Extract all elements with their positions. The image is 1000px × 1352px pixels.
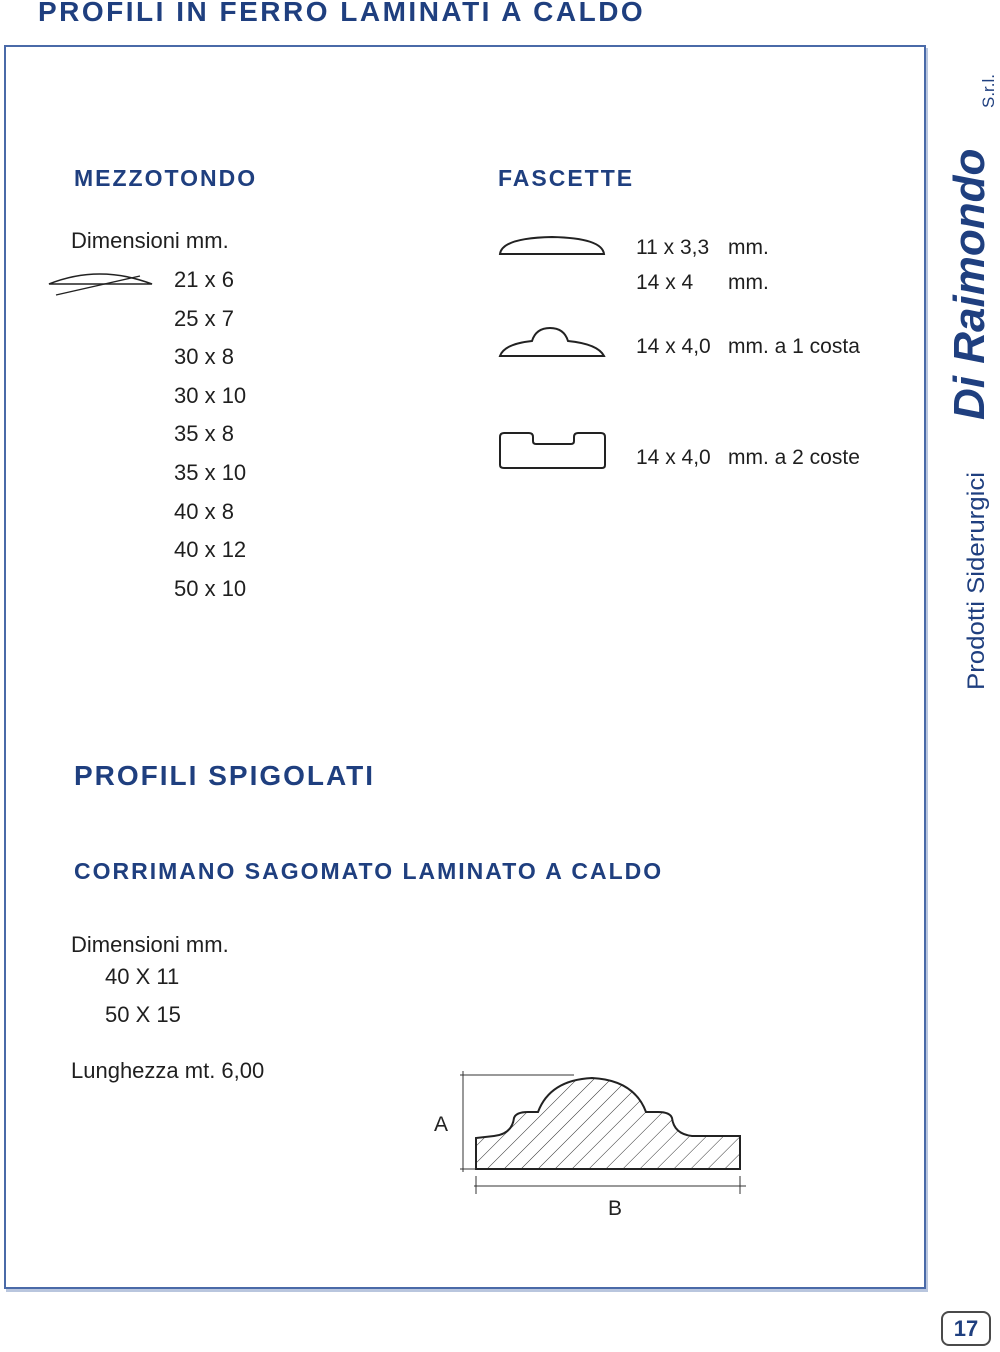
- corrimano-dim-label: Dimensioni mm.: [71, 932, 229, 957]
- corrimano-cross-section-diagram: [420, 1066, 760, 1226]
- brand-name: Di Raimondo: [945, 148, 994, 420]
- list-item: 35 x 8: [174, 421, 234, 447]
- fascetta-row: [636, 446, 860, 470]
- list-item: 21 x 6: [174, 267, 234, 292]
- mezzotondo-profile-icon: [44, 266, 156, 298]
- fascetta-desc: mm.: [728, 271, 769, 294]
- mezzotondo-heading: MEZZOTONDO: [74, 165, 258, 191]
- corrimano-profile-shape: [476, 1078, 740, 1169]
- fascetta-desc: mm.: [728, 236, 769, 259]
- brand-suffix: S.r.l.: [979, 73, 998, 108]
- fascetta-dim: 14 x 4,0: [636, 335, 711, 358]
- fascetta-one-rib-profile-icon: [494, 322, 612, 362]
- fascetta-two-rib-profile-icon: [494, 428, 612, 474]
- list-item: 35 x 10: [174, 459, 247, 485]
- fascetta-dim: 11 x 3,3: [636, 236, 710, 259]
- fascetta-desc: mm. a 2 coste: [728, 446, 860, 469]
- corrimano-heading: CORRIMANO SAGOMATO LAMINATO A CALDO: [74, 858, 664, 884]
- page-number: 17: [941, 1311, 991, 1346]
- list-item: 40 x 8: [174, 498, 234, 524]
- fascetta-flat-profile-icon: [494, 230, 612, 260]
- brand-logo: [940, 40, 1000, 720]
- page-title: PROFILI IN FERRO LAMINATI A CALDO: [38, 0, 646, 27]
- list-item: 50 x 10: [174, 575, 247, 601]
- list-item: 30 x 8: [174, 344, 234, 370]
- dimension-label-a: A: [434, 1113, 449, 1136]
- fascetta-row: [636, 236, 769, 260]
- fascetta-desc: mm. a 1 costa: [728, 335, 860, 358]
- corrimano-length: Lunghezza mt. 6,00: [71, 1058, 265, 1083]
- fascetta-row: [636, 271, 769, 295]
- mezzotondo-dim-label: Dimensioni mm.: [71, 228, 229, 253]
- fascetta-dim: 14 x 4: [636, 271, 694, 294]
- list-item: 25 x 7: [174, 305, 234, 331]
- corrimano-size: 40 X 11: [105, 964, 180, 989]
- list-item: 30 x 10: [174, 382, 247, 408]
- mezzotondo-size-list: [174, 265, 246, 612]
- list-item: 40 x 12: [174, 537, 247, 563]
- spigolati-heading: PROFILI SPIGOLATI: [74, 760, 376, 791]
- brand-tagline: Prodotti Siderurgici: [963, 487, 990, 690]
- fascetta-dim: 14 x 4,0: [636, 446, 711, 469]
- corrimano-size: 50 X 15: [105, 1002, 181, 1027]
- fascetta-row: [636, 335, 860, 359]
- fascette-heading: FASCETTE: [498, 165, 635, 191]
- dimension-label-b: B: [608, 1197, 623, 1220]
